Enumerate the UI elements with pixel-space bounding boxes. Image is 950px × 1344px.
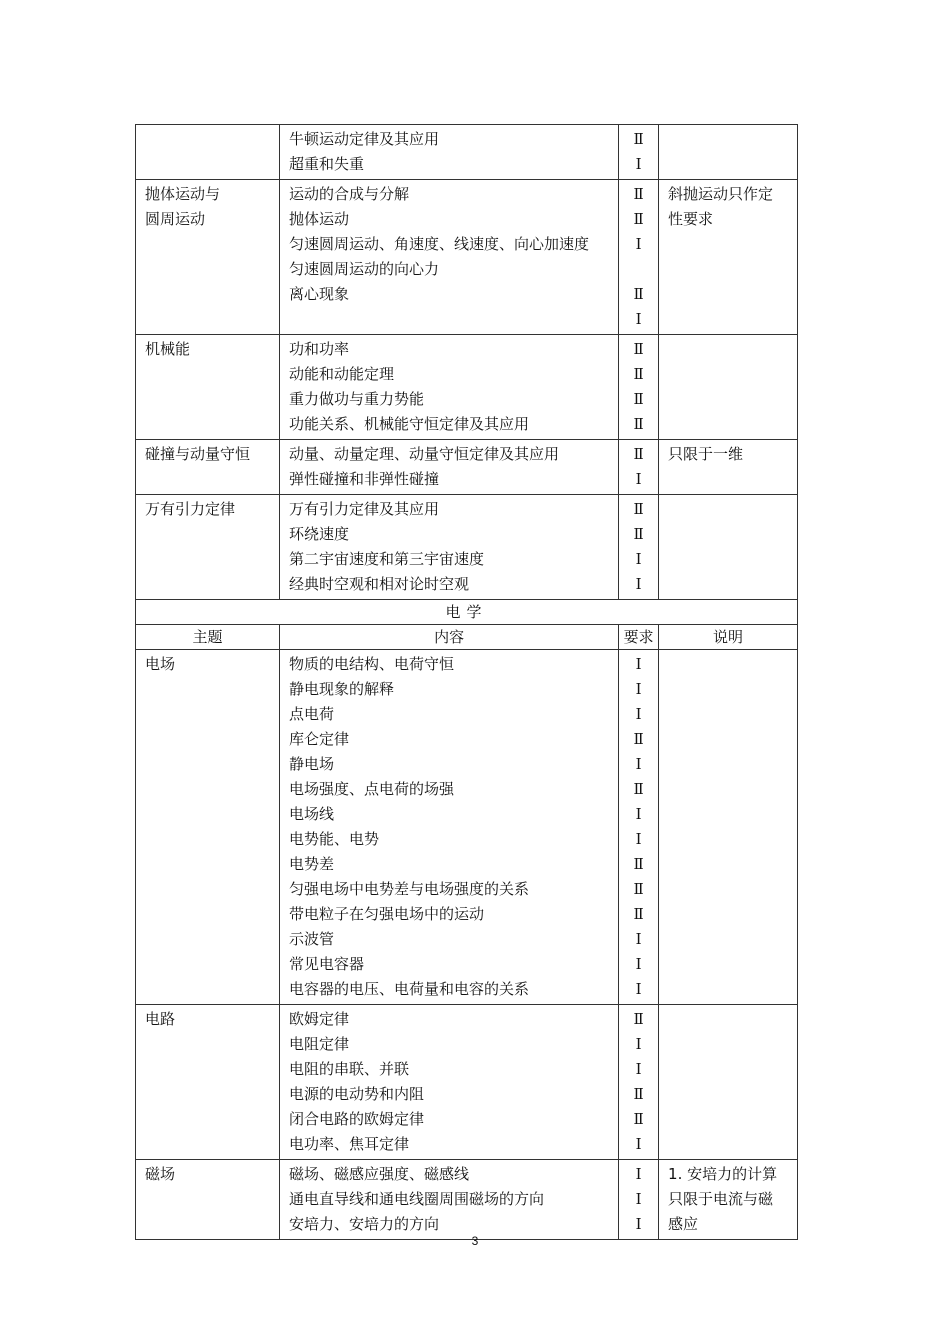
topic-line: 机械能 bbox=[145, 340, 191, 358]
requirement-level: Ⅰ bbox=[635, 155, 642, 173]
topic-cell bbox=[136, 495, 280, 600]
requirement-level: Ⅰ bbox=[635, 575, 642, 593]
requirement-level: Ⅱ bbox=[633, 1085, 644, 1103]
header-topic: 主题 bbox=[136, 625, 280, 650]
requirement-level: Ⅱ bbox=[633, 730, 644, 748]
requirement-level: Ⅱ bbox=[633, 210, 644, 228]
content-item: 电势差 bbox=[289, 855, 335, 873]
requirement-level: Ⅰ bbox=[635, 705, 642, 723]
requirement-level: Ⅱ bbox=[633, 880, 644, 898]
requirement-level: Ⅱ bbox=[633, 415, 644, 433]
content-item: 库仑定律 bbox=[289, 730, 350, 748]
topic-line: 磁场 bbox=[145, 1165, 176, 1183]
content-item: 电源的电动势和内阻 bbox=[289, 1085, 425, 1103]
content-cell bbox=[280, 125, 619, 180]
content-item: 抛体运动 bbox=[289, 210, 350, 228]
topic-line: 抛体运动与 bbox=[145, 185, 221, 203]
table-row bbox=[136, 650, 798, 1005]
topic-cell bbox=[136, 125, 280, 180]
content-item: 匀强电场中电势差与电场强度的关系 bbox=[289, 880, 530, 898]
content-item: 重力做功与重力势能 bbox=[289, 390, 425, 408]
content-item: 电势能、电势 bbox=[289, 830, 380, 848]
content-item: 点电荷 bbox=[289, 705, 335, 723]
header-content: 内容 bbox=[280, 625, 619, 650]
section-row bbox=[136, 600, 798, 625]
topic-cell bbox=[136, 1005, 280, 1160]
requirement-level: Ⅱ bbox=[633, 365, 644, 383]
topic-cell bbox=[136, 1160, 280, 1240]
content-item: 超重和失重 bbox=[289, 155, 365, 173]
requirement-level: Ⅱ bbox=[633, 285, 644, 303]
note-line: 只限于一维 bbox=[668, 445, 744, 463]
section-title: 电学 bbox=[136, 600, 798, 625]
requirement-level: Ⅰ bbox=[635, 470, 642, 488]
topic-line: 电场 bbox=[145, 655, 176, 673]
requirement-level: Ⅱ bbox=[633, 340, 644, 358]
requirement-level: Ⅰ bbox=[635, 1165, 642, 1183]
table-row bbox=[136, 440, 798, 495]
requirement-level: Ⅰ bbox=[635, 930, 642, 948]
topic-line bbox=[145, 127, 271, 152]
requirement-level: Ⅱ bbox=[633, 1110, 644, 1128]
content-item: 离心现象 bbox=[289, 285, 350, 303]
content-item: 电阻定律 bbox=[289, 1035, 350, 1053]
content-item: 电容器的电压、电荷量和电容的关系 bbox=[289, 980, 530, 998]
requirement-cell bbox=[619, 335, 659, 440]
note-cell bbox=[659, 180, 798, 335]
content-item: 匀速圆周运动的向心力 bbox=[289, 260, 440, 278]
requirement-level: Ⅰ bbox=[635, 1035, 642, 1053]
note-cell bbox=[659, 1160, 798, 1240]
requirement-cell bbox=[619, 125, 659, 180]
content-item: 功能关系、机械能守恒定律及其应用 bbox=[289, 415, 530, 433]
topic-cell bbox=[136, 335, 280, 440]
requirement-level: Ⅰ bbox=[635, 980, 642, 998]
requirement-level: Ⅰ bbox=[635, 1190, 642, 1208]
requirement-level: Ⅰ bbox=[635, 680, 642, 698]
content-item: 示波管 bbox=[289, 930, 335, 948]
content-item: 弹性碰撞和非弹性碰撞 bbox=[289, 470, 440, 488]
requirement-level: Ⅰ bbox=[635, 655, 642, 673]
note-cell bbox=[659, 335, 798, 440]
content-item: 动量、动量定理、动量守恒定律及其应用 bbox=[289, 445, 560, 463]
table-row bbox=[136, 1005, 798, 1160]
content-item: 环绕速度 bbox=[289, 525, 350, 543]
page-number: 3 bbox=[471, 1234, 479, 1248]
note-line: 1. 安培力的计算 bbox=[668, 1165, 778, 1183]
content-item: 通电直导线和通电线圈周围磁场的方向 bbox=[289, 1190, 545, 1208]
requirement-level: Ⅰ bbox=[635, 1060, 642, 1078]
table-row bbox=[136, 125, 798, 180]
requirement-level: Ⅰ bbox=[635, 550, 642, 568]
requirement-cell bbox=[619, 440, 659, 495]
content-item: 安培力、安培力的方向 bbox=[289, 1215, 440, 1233]
content-item: 功和功率 bbox=[289, 340, 350, 358]
content-cell bbox=[280, 1005, 619, 1160]
content-item: 动能和动能定理 bbox=[289, 365, 395, 383]
note-line: 感应 bbox=[668, 1215, 699, 1233]
requirement-level: Ⅰ bbox=[635, 805, 642, 823]
content-cell bbox=[280, 650, 619, 1005]
content-item: 电阻的串联、并联 bbox=[289, 1060, 410, 1078]
note-cell bbox=[659, 1005, 798, 1160]
note-cell bbox=[659, 125, 798, 180]
requirement-level: Ⅱ bbox=[633, 855, 644, 873]
header-row bbox=[136, 625, 798, 650]
note-cell bbox=[659, 440, 798, 495]
topic-cell bbox=[136, 440, 280, 495]
note-line: 斜抛运动只作定 bbox=[668, 185, 774, 203]
requirement-level: Ⅱ bbox=[633, 780, 644, 798]
table-row bbox=[136, 180, 798, 335]
requirement-level: Ⅰ bbox=[635, 235, 642, 253]
content-item: 万有引力定律及其应用 bbox=[289, 500, 440, 518]
content-item: 带电粒子在匀强电场中的运动 bbox=[289, 905, 485, 923]
content-item: 欧姆定律 bbox=[289, 1010, 350, 1028]
content-item: 牛顿运动定律及其应用 bbox=[289, 130, 440, 148]
table-row bbox=[136, 1160, 798, 1240]
requirement-level bbox=[619, 257, 658, 282]
content-item: 第二宇宙速度和第三宇宙速度 bbox=[289, 550, 485, 568]
topic-line: 碰撞与动量守恒 bbox=[145, 445, 251, 463]
topic-line: 万有引力定律 bbox=[145, 500, 236, 518]
content-item: 经典时空观和相对论时空观 bbox=[289, 575, 470, 593]
table-row bbox=[136, 335, 798, 440]
content-item: 常见电容器 bbox=[289, 955, 365, 973]
note-line: 性要求 bbox=[668, 210, 714, 228]
requirement-level: Ⅱ bbox=[633, 445, 644, 463]
requirement-level: Ⅱ bbox=[633, 905, 644, 923]
content-cell bbox=[280, 495, 619, 600]
requirement-level: Ⅱ bbox=[633, 185, 644, 203]
content-item: 磁场、磁感应强度、磁感线 bbox=[289, 1165, 470, 1183]
content-item: 电场线 bbox=[289, 805, 335, 823]
content-item: 电场强度、点电荷的场强 bbox=[289, 780, 455, 798]
content-item: 闭合电路的欧姆定律 bbox=[289, 1110, 425, 1128]
content-cell bbox=[280, 440, 619, 495]
requirement-level: Ⅱ bbox=[633, 500, 644, 518]
content-item: 物质的电结构、电荷守恒 bbox=[289, 655, 455, 673]
note-cell bbox=[659, 650, 798, 1005]
content-cell bbox=[280, 1160, 619, 1240]
content-item: 运动的合成与分解 bbox=[289, 185, 410, 203]
requirement-level: Ⅱ bbox=[633, 390, 644, 408]
content-item: 静电场 bbox=[289, 755, 335, 773]
requirement-level: Ⅰ bbox=[635, 830, 642, 848]
content-item: 匀速圆周运动、角速度、线速度、向心加速度 bbox=[289, 235, 590, 253]
requirement-level: Ⅰ bbox=[635, 955, 642, 973]
header-note: 说明 bbox=[659, 625, 798, 650]
topic-line: 圆周运动 bbox=[145, 210, 206, 228]
requirement-level: Ⅱ bbox=[633, 525, 644, 543]
requirement-cell bbox=[619, 1005, 659, 1160]
requirement-level: Ⅰ bbox=[635, 310, 642, 328]
requirement-level: Ⅰ bbox=[635, 1135, 642, 1153]
requirement-cell bbox=[619, 650, 659, 1005]
header-req: 要求 bbox=[619, 625, 659, 650]
requirement-cell bbox=[619, 1160, 659, 1240]
topic-cell bbox=[136, 180, 280, 335]
content-cell bbox=[280, 180, 619, 335]
syllabus-table bbox=[135, 124, 798, 1240]
requirement-cell bbox=[619, 495, 659, 600]
note-line: 只限于电流与磁 bbox=[668, 1190, 774, 1208]
requirement-cell bbox=[619, 180, 659, 335]
content-cell bbox=[280, 335, 619, 440]
requirement-level: Ⅱ bbox=[633, 1010, 644, 1028]
topic-line: 电路 bbox=[145, 1010, 176, 1028]
requirement-level: Ⅱ bbox=[633, 130, 644, 148]
requirement-level: Ⅰ bbox=[635, 1215, 642, 1233]
topic-cell bbox=[136, 650, 280, 1005]
content-item: 静电现象的解释 bbox=[289, 680, 395, 698]
content-item: 电功率、焦耳定律 bbox=[289, 1135, 410, 1153]
table-row bbox=[136, 495, 798, 600]
note-cell bbox=[659, 495, 798, 600]
requirement-level: Ⅰ bbox=[635, 755, 642, 773]
